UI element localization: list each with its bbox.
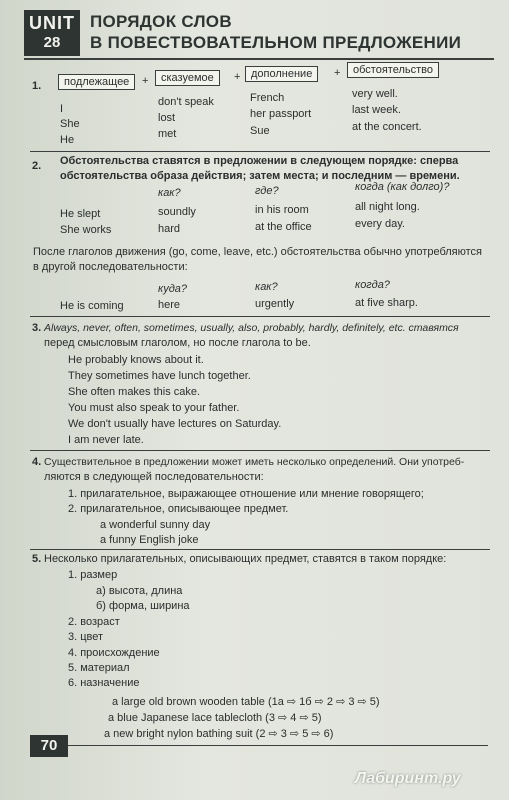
s1-cell: lost (158, 112, 176, 124)
s2-question: куда? (158, 283, 188, 295)
s2-rule-line1: Обстоятельства ставятся в предложении в следующем порядке: сперва (60, 155, 459, 167)
s1-cell: her passport (250, 108, 312, 120)
s4-item: 1. прилагательное, выражающее отношение или мнение говорящего; (68, 488, 424, 500)
s2-cell: here (158, 299, 181, 311)
s5-item: 2. возраст (68, 616, 120, 628)
s3-example: He probably knows about it. (68, 354, 204, 366)
s5-item: 4. происхождение (68, 647, 160, 659)
s1-cell: I (60, 103, 64, 115)
s2-cell: soundly (158, 206, 196, 218)
page-title-line1: ПОРЯДОК СЛОВ (90, 12, 232, 31)
s4-rule-line1: Существительное в предложении может иметь несколько определений. Они употреб- (44, 456, 465, 468)
plus-sign: + (234, 71, 241, 83)
section-3-number: 3. (32, 322, 42, 334)
header-rule (24, 58, 494, 60)
s2-question: когда? (355, 279, 390, 291)
unit-word: UNIT (29, 13, 75, 33)
section-2-number: 2. (32, 160, 42, 172)
box-object: дополнение (245, 66, 318, 82)
s1-cell: He (60, 134, 75, 146)
s5-item: 3. цвет (68, 631, 104, 643)
s5-subitem: б) форма, ширина (96, 600, 190, 612)
s5-example: a blue Japanese lace tablecloth (3 ⇨ 4 ⇨ 5) (108, 712, 322, 724)
s2-cell: He slept (60, 208, 101, 220)
plus-sign: + (142, 75, 149, 87)
s2-cell: every day. (355, 218, 405, 230)
s1-cell: don't speak (158, 96, 214, 108)
s2-cell: She works (60, 224, 112, 236)
s2-cell: urgently (255, 298, 295, 310)
plus-sign: + (334, 67, 341, 79)
s4-example: a wonderful sunny day (100, 519, 211, 531)
watermark-logo: Лабиринт.ру (355, 770, 461, 787)
s1-cell: Sue (250, 125, 270, 137)
s2-cell: at the office (255, 221, 312, 233)
s2-cell: at five sharp. (355, 297, 418, 309)
s4-rule-line2: ляются в следующей последовательности: (44, 471, 264, 483)
s1-cell: met (158, 128, 177, 140)
s2-question: когда (как долго)? (355, 181, 450, 193)
s4-item: 2. прилагательное, описывающее предмет. (68, 503, 289, 515)
section-5-number: 5. (32, 553, 42, 565)
s2-question: как? (158, 187, 181, 199)
s5-example: a new bright nylon bathing suit (2 ⇨ 3 ⇨ 5 ⇨ 6) (104, 728, 334, 740)
s5-item: 6. назначение (68, 677, 140, 689)
unit-badge (24, 10, 80, 56)
section-divider (30, 151, 490, 152)
s5-item: 5. материал (68, 662, 130, 674)
s5-subitem: а) высота, длина (96, 585, 183, 597)
s1-cell: at the concert. (352, 121, 422, 133)
box-subject: подлежащее (58, 74, 135, 90)
s3-example: You must also speak to your father. (68, 402, 240, 414)
unit-number: 28 (43, 34, 61, 51)
s3-example: I am never late. (68, 434, 144, 446)
s3-example: She often makes this cake. (68, 386, 201, 398)
s1-cell: She (60, 118, 80, 130)
s2-cell: hard (158, 223, 181, 235)
s1-cell: very well. (352, 88, 398, 100)
box-predicate: сказуемое (155, 70, 220, 86)
section-1-number: 1. (32, 80, 42, 92)
section-divider (30, 316, 490, 317)
page-number: 70 (30, 735, 68, 757)
page-title-line2: В ПОВЕСТВОВАТЕЛЬНОМ ПРЕДЛОЖЕНИИ (90, 33, 462, 52)
s1-cell: French (250, 92, 285, 104)
s3-rule-line2: перед смысловым глаголом, но после глагола to be. (44, 337, 311, 349)
s5-example: a large old brown wooden table (1а ⇨ 1б ⇨ 2 ⇨ 3 ⇨ 5) (112, 696, 380, 708)
s2-question: как? (255, 281, 278, 293)
s3-example: They sometimes have lunch together. (68, 370, 251, 382)
s3-rule-line1: Always, never, often, sometimes, usually, also, probably, hardly, definitely, etc. ставятся (44, 322, 459, 334)
s2-cell: in his room (255, 204, 309, 216)
s5-item: 1. размер (68, 569, 118, 581)
s2-note-line2: в другой последовательности: (33, 261, 188, 273)
s3-example: We don't usually have lectures on Saturday. (68, 418, 282, 430)
section-divider (30, 549, 490, 550)
s4-example: a funny English joke (100, 534, 199, 546)
section-4-number: 4. (32, 456, 42, 468)
footer-rule (68, 745, 488, 746)
s2-note-line1: После глаголов движения (go, come, leave, etc.) обстоятельства обычно употребляются (33, 246, 483, 258)
s2-cell: He is coming (60, 300, 124, 312)
box-adverbial: обстоятельство (347, 62, 439, 78)
s2-rule-line2: обстоятельства образа действия; затем места; и последним — времени. (60, 170, 460, 182)
s1-cell: last week. (352, 104, 401, 116)
s2-cell: all night long. (355, 201, 420, 213)
s5-rule-line1: Несколько прилагательных, описывающих предмет, ставятся в таком порядке: (44, 553, 447, 565)
s2-question: где? (255, 185, 279, 197)
section-divider (30, 450, 490, 451)
